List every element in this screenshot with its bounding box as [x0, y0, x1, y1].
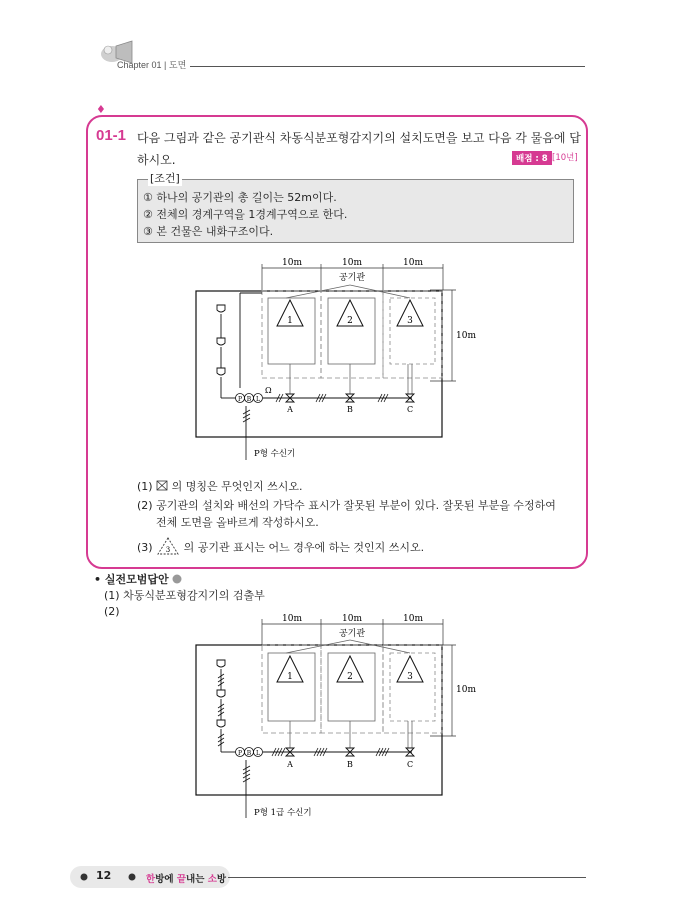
svg-text:P: P: [237, 750, 243, 757]
dashed-triangle-icon: [156, 537, 180, 555]
flame-icon: ♦: [96, 103, 106, 116]
svg-text:P: P: [237, 396, 243, 403]
dim-label: 10m: [456, 685, 476, 695]
detector-number: 2: [347, 316, 353, 326]
condition-item: ③ 본 건물은 내화구조이다.: [143, 225, 274, 238]
detector-number: 3: [407, 316, 413, 326]
installation-diagram: [180, 252, 480, 464]
detector-number: 1: [287, 672, 293, 682]
header-rule: [190, 66, 585, 67]
condition-item: ② 전체의 경계구역을 1경계구역으로 한다.: [143, 208, 348, 221]
dim-label: 10m: [456, 331, 476, 341]
sub-question-2: (2) 공기관의 설치와 배선의 가닥수 표시가 잘못된 부분이 있다. 잘못된 부분을 수정하여: [137, 499, 556, 512]
answer-line: (1) 차동식분포형감지기의 검출부: [104, 589, 265, 602]
valve-label: B: [347, 405, 353, 414]
svg-text:3: 3: [165, 546, 171, 554]
sub-question-1: (1) 의 명칭은 무엇인지 쓰시오.: [137, 480, 303, 493]
sub-question-2-cont: 전체 도면을 올바르게 작성하시오.: [156, 516, 319, 529]
svg-text:L: L: [256, 750, 260, 757]
page-number: 12: [96, 869, 112, 882]
svg-text:B: B: [246, 750, 252, 757]
chapter-label: Chapter 01 | 도면: [117, 60, 187, 70]
receiver-label: P형 수신기: [254, 449, 296, 459]
dim-label: 10m: [282, 614, 302, 624]
dim-label: 10m: [342, 258, 362, 268]
condition-item: ① 하나의 공기관의 총 길이는 52m이다.: [143, 191, 337, 204]
bullet-icon: [80, 873, 88, 881]
terminal-omega: Ω: [265, 386, 272, 395]
conditions-label: [조건]: [150, 172, 180, 185]
detector-number: 3: [407, 672, 413, 682]
detector-number: 2: [347, 672, 353, 682]
air-tube-label: 공기관: [338, 273, 366, 283]
answer-line: (2): [104, 605, 120, 618]
question-text: 다음 그림과 같은 공기관식 차동식분포형감지기의 설치도면을 보고 다음 각 물음에 답하시오.: [137, 131, 581, 167]
valve-label: A: [287, 760, 293, 769]
valve-label: C: [406, 405, 414, 414]
answer-title: • 실전모범답안: [94, 571, 182, 587]
svg-text:L: L: [256, 396, 260, 403]
question-number: 01-1: [96, 127, 127, 144]
receiver-label: P형 1급 수신기: [254, 808, 312, 818]
year-tag: [10년]: [552, 153, 578, 163]
corrected-diagram: [180, 607, 480, 822]
valve-label: A: [287, 405, 293, 414]
dim-label: 10m: [403, 614, 423, 624]
sub-question-3: (3) 3 의 공기관 표시는 어느 경우에 하는 것인지 쓰시오.: [137, 537, 424, 555]
detector-number: 1: [287, 316, 293, 326]
book-brand: 한방에 끝내는 소방: [146, 874, 227, 885]
valve-label: B: [347, 760, 353, 769]
air-tube-label: 공기관: [338, 629, 366, 639]
valve-label: C: [406, 760, 414, 769]
svg-text:B: B: [246, 396, 252, 403]
footer-rule: [228, 877, 586, 878]
dim-label: 10m: [342, 614, 362, 624]
dim-label: 10m: [403, 258, 423, 268]
bullet-icon: [128, 873, 136, 881]
answer-icon: [172, 574, 182, 584]
dim-label: 10m: [282, 258, 302, 268]
detector-unit-icon: [156, 480, 168, 491]
score-badge: 배점 : 8: [512, 151, 552, 165]
